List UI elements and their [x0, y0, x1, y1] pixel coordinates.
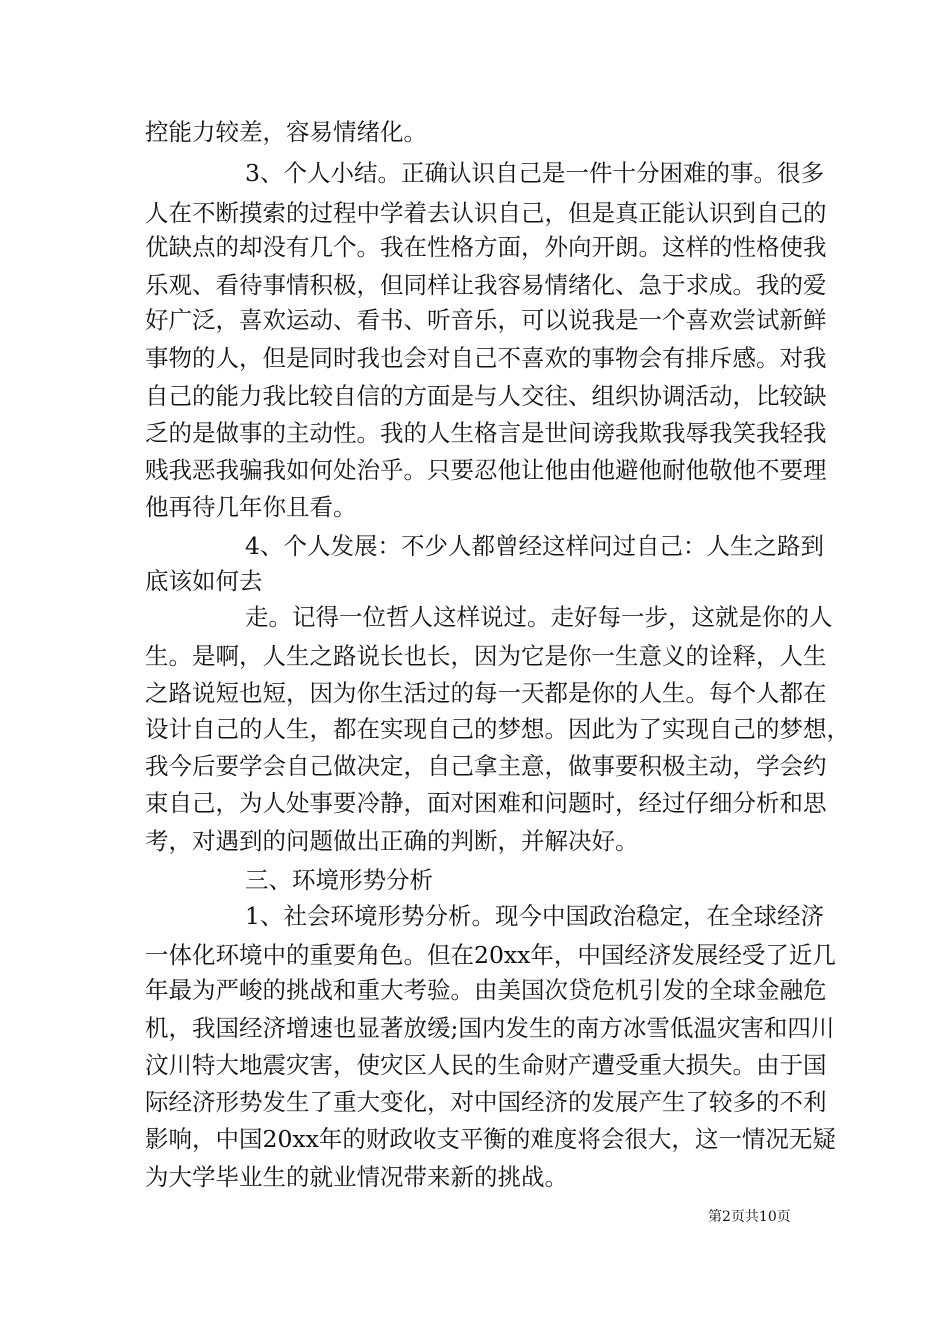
text-line: 走。记得一位哲人这样说过。走好每一步，这就是你的人	[245, 603, 833, 631]
text-line: 人在不断摸索的过程中学着去认识自己，但是真正能认识到自己的	[145, 199, 827, 227]
text-line: 3、个人小结。正确认识自己是一件十分困难的事。很多	[245, 159, 824, 187]
text-line: 乐观、看待事情积极，但同样让我容易情绪化、急于求成。我的爱	[145, 271, 827, 299]
section-heading: 三、环境形势分析	[245, 866, 433, 894]
text-line: 优缺点的却没有几个。我在性格方面，外向开朗。这样的性格使我	[145, 233, 827, 261]
text-line: 机，我国经济增速也显著放缓;国内发生的南方冰雪低温灾害和四川	[145, 1014, 835, 1042]
text-line: 我今后要学会自己做决定，自己拿主意，做事要积极主动，学会约	[145, 752, 827, 780]
text-line: 自己的能力我比较自信的方面是与人交往、组织协调活动，比较缺	[145, 382, 827, 410]
text-line: 设计自己的人生，都在实现自己的梦想。因此为了实现自己的梦想，	[145, 715, 850, 743]
text-line: 生。是啊，人生之路说长也长，因为它是你一生意义的诠释，人生	[145, 642, 827, 670]
text-line: 底该如何去	[145, 567, 263, 595]
text-line: 之路说短也短，因为你生活过的每一天都是你的人生。每个人都在	[145, 679, 827, 707]
text-line: 考，对遇到的问题做出正确的判断，并解决好。	[145, 827, 639, 855]
text-line: 乏的是做事的主动性。我的人生格言是世间谤我欺我辱我笑我轻我	[145, 419, 827, 447]
text-line: 贱我恶我骗我如何处治乎。只要忍他让他由他避他耐他敬他不要理	[145, 456, 827, 484]
text-line: 事物的人，但是同时我也会对自己不喜欢的事物会有排斥感。对我	[145, 344, 827, 372]
text-line: 汶川特大地震灾害，使灾区人民的生命财产遭受重大损失。由于国	[145, 1051, 827, 1079]
text-line: 1、社会环境形势分析。现今中国政治稳定，在全球经济	[245, 902, 824, 930]
text-line: 影响，中国20xx年的财政收支平衡的难度将会很大，这一情况无疑	[145, 1125, 836, 1153]
text-line: 年最为严峻的挑战和重大考验。由美国次贷危机引发的全球金融危	[145, 976, 827, 1004]
text-line: 好广泛，喜欢运动、看书、听音乐，可以说我是一个喜欢尝试新鲜	[145, 306, 827, 334]
text-line: 4、个人发展：不少人都曾经这样问过自己：人生之路到	[245, 532, 824, 560]
text-line: 际经济形势发生了重大变化，对中国经济的发展产生了较多的不利	[145, 1088, 827, 1116]
page-number: 第2页共10页	[708, 1209, 791, 1225]
text-line: 束自己，为人处事要冷静，面对困难和问题时，经过仔细分析和思	[145, 789, 827, 817]
text-line: 一体化环境中的重要角色。但在20xx年，中国经济发展经受了近几	[145, 941, 836, 969]
text-line: 控能力较差，容易情绪化。	[145, 118, 427, 146]
text-line: 他再待几年你且看。	[145, 493, 357, 521]
text-line: 为大学毕业生的就业情况带来新的挑战。	[145, 1163, 568, 1191]
